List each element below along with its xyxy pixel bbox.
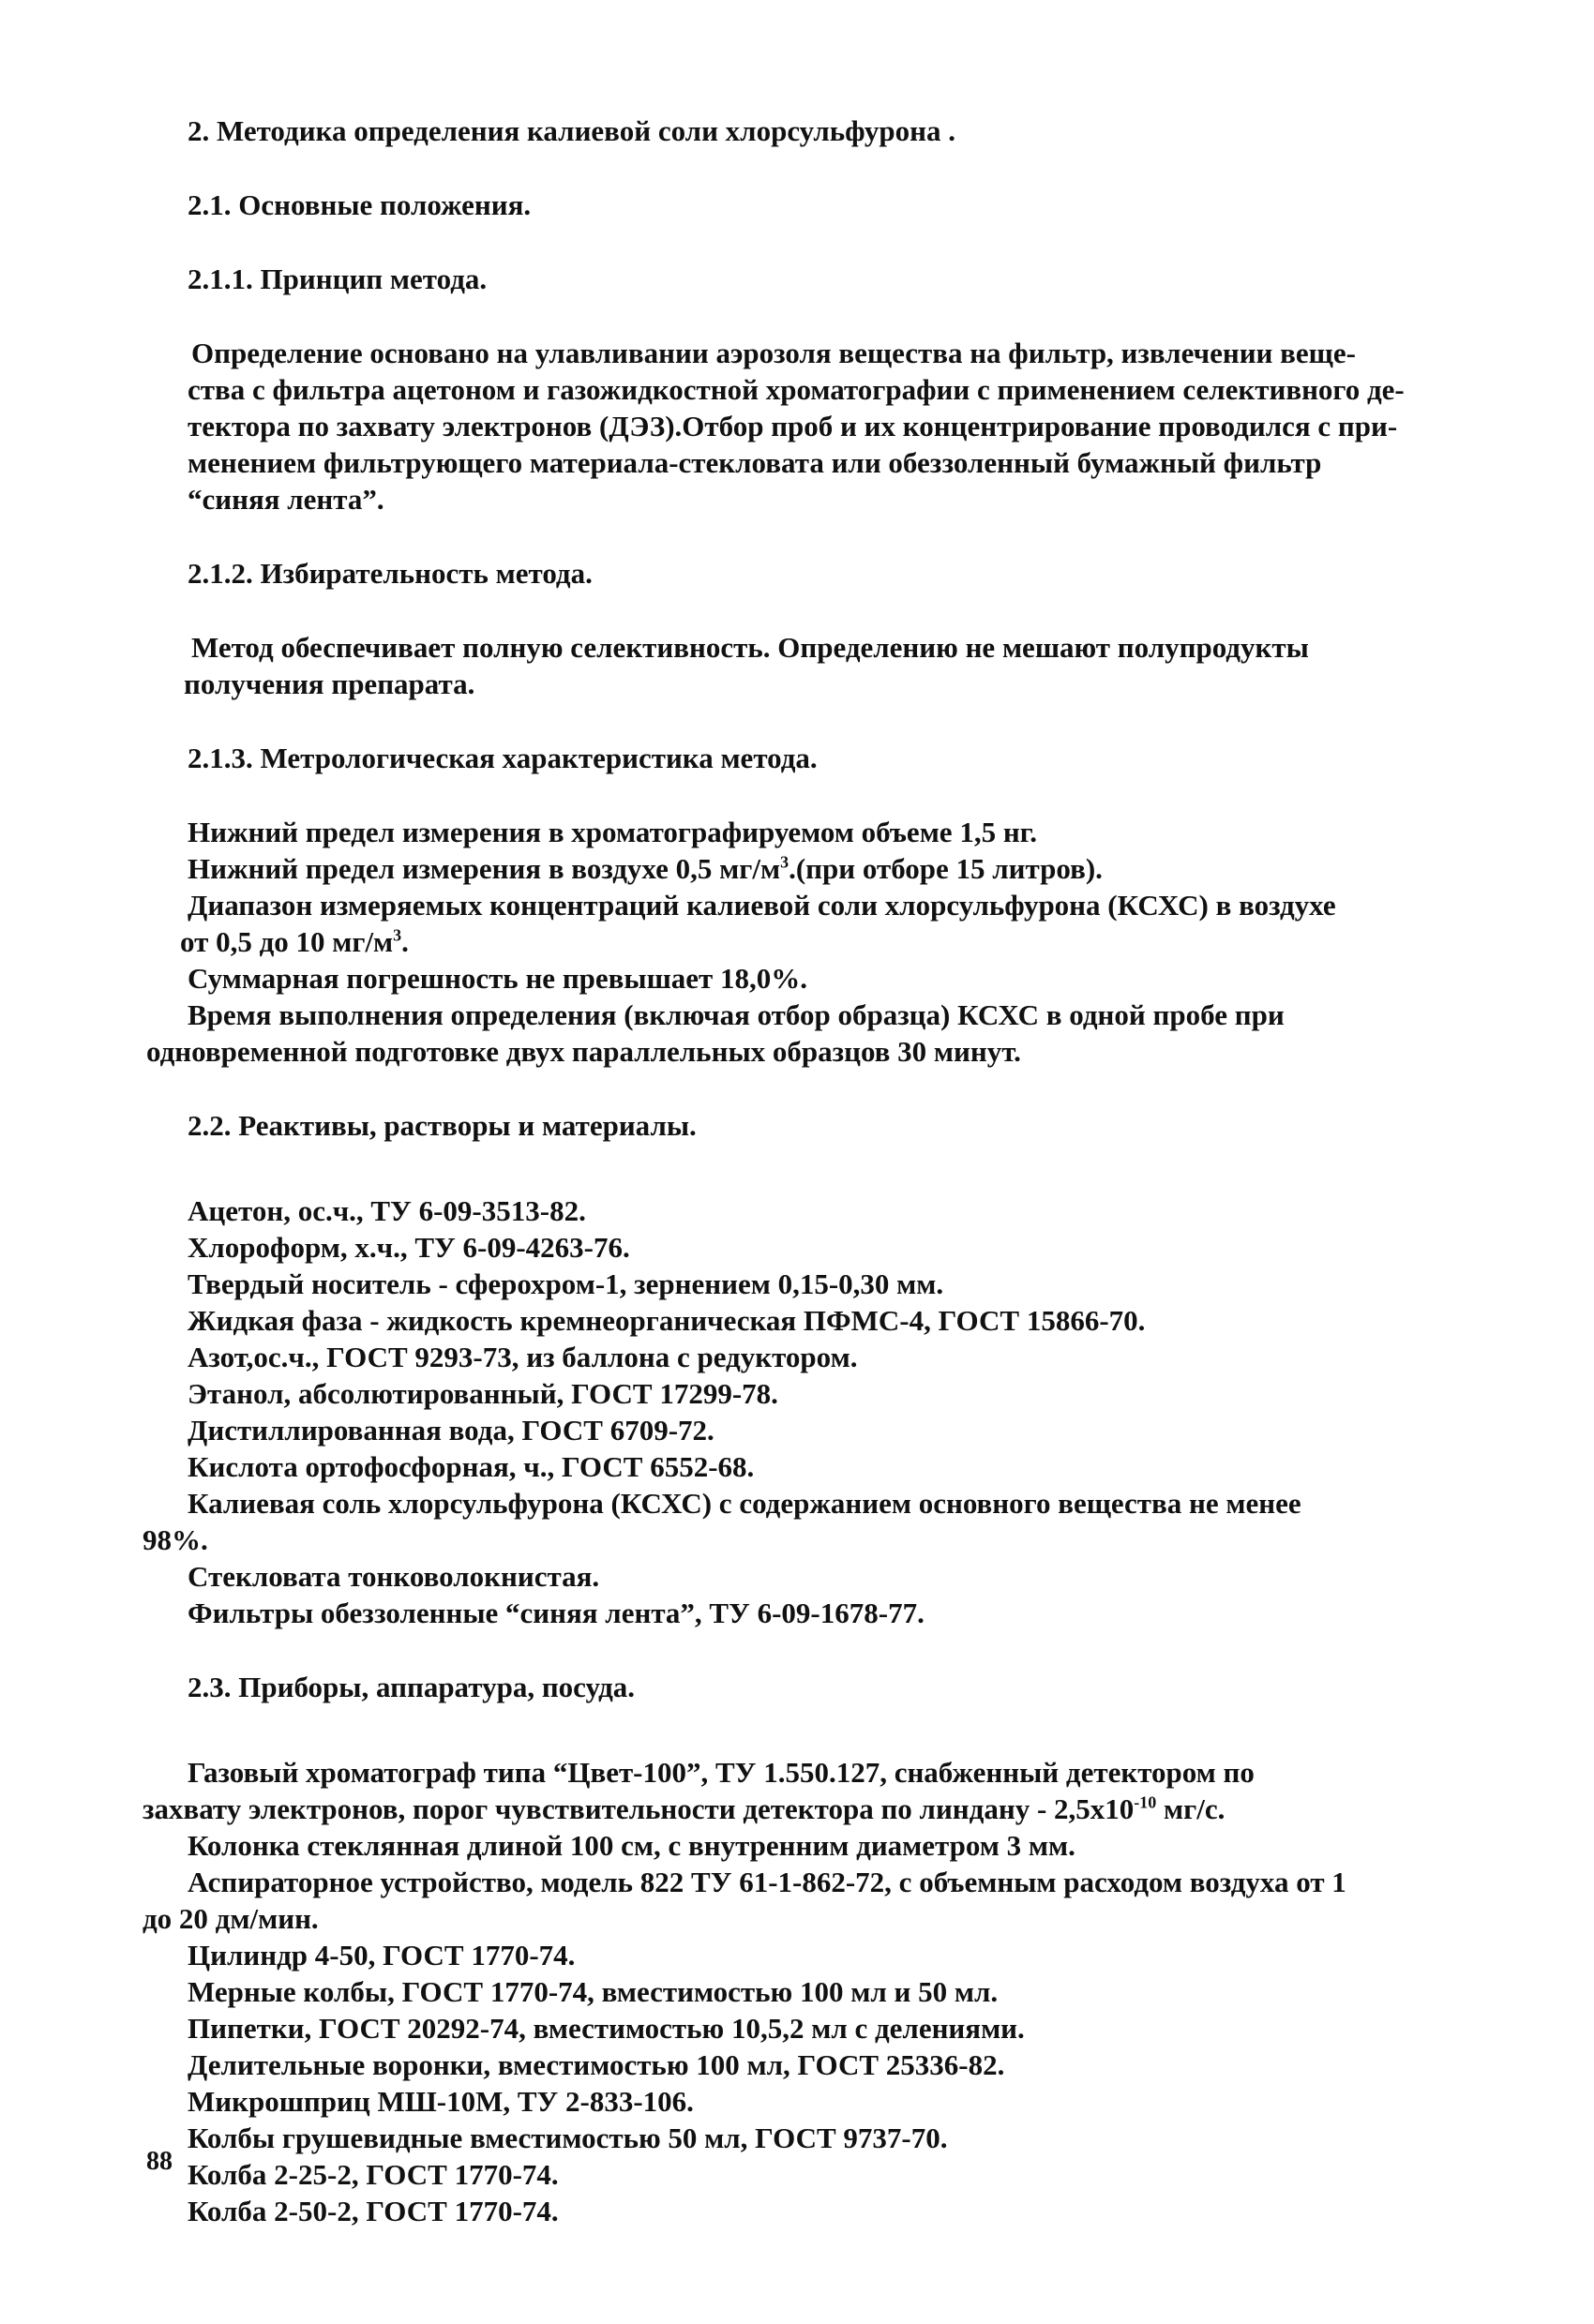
page-number: 88: [146, 2147, 173, 2176]
paragraph-line: тектора по захвату электронов (ДЭЗ).Отбор проб и их концентрирование проводился с при-: [188, 410, 1398, 442]
subsection-2-1-2-title: 2.1.2. Избирательность метода.: [188, 557, 593, 590]
equipment-item: Микрошприц МШ-10М, ТУ 2-833-106.: [188, 2085, 694, 2118]
metrology-line: Нижний предел измерения в воздухе 0,5 $мг/м^3.(при$ отборе 15 литров).: [188, 852, 1103, 885]
reagent-item: Этанол, абсолютированный, ГОСТ 17299-78.: [188, 1377, 778, 1410]
reagent-item: Хлороформ, х.ч., ТУ 6-09-4263-76.: [188, 1231, 630, 1264]
subsection-2-1-title: 2.1. Основные положения.: [188, 188, 532, 221]
reagent-item: Жидкая фаза - жидкость кремнеорганическая ПФМС-4, ГОСТ 15866-70.: [188, 1304, 1146, 1337]
paragraph-line: получения препарата.: [184, 667, 475, 700]
equipment-item: Цилиндр 4-50, ГОСТ 1770-74.: [188, 1939, 576, 1972]
paragraph-line: менением фильтрующего материала-стекловата или обеззоленный бумажный фильтр: [188, 446, 1322, 479]
reagent-item: Ацетон, ос.ч., ТУ 6-09-3513-82.: [188, 1194, 586, 1227]
equipment-item: Аспираторное устройство, модель 822 ТУ 61-1-862-72, с объемным расходом воздуха от 1: [188, 1866, 1346, 1898]
paragraph-line: “синяя лента”.: [188, 483, 384, 516]
metrology-line: Время выполнения определения (включая отбор образца) КСХС в одной пробе при: [188, 998, 1285, 1031]
method-principle-paragraph: [188, 335, 1412, 517]
reagent-item: Дистиллированная вода, ГОСТ 6709-72.: [188, 1414, 714, 1447]
metrology-line: Суммарная погрешность не превышает 18,0%.: [188, 962, 808, 995]
paragraph-line: Метод обеспечивает полную селективность. Определению не мешают полупродукты: [191, 631, 1309, 664]
metrology-line-continuation: от 0,5 до 10 $мг/м^3$.: [180, 925, 409, 958]
equipment-item: Колба 2-25-2, ГОСТ 1770-74.: [188, 2158, 559, 2191]
reagent-item: Азот,ос.ч., ГОСТ 9293-73, из баллона с редуктором.: [188, 1341, 858, 1373]
paragraph-line: ства с фильтра ацетоном и газожидкостной хроматографии с применением селективного де-: [188, 373, 1405, 406]
subsection-2-2-title: 2.2. Реактивы, растворы и материалы.: [188, 1109, 697, 1142]
equipment-item: Колбы грушевидные вместимостью 50 мл, ГОСТ 9737-70.: [188, 2122, 948, 2154]
reagent-item: Калиевая соль хлорсульфурона (КСХС) с содержанием основного вещества не менее: [188, 1487, 1301, 1520]
equipment-item-continuation: до 20 дм/мин.: [143, 1902, 319, 1935]
metrology-line: Диапазон измеряемых концентраций калиевой соли хлорсульфурона (КСХС) в воздухе: [188, 889, 1336, 922]
reagent-item-continuation: 98%.: [143, 1523, 208, 1556]
selectivity-paragraph: [184, 629, 1412, 702]
reagent-item: Твердый носитель - сферохром-1, зернением 0,15-0,30 мм.: [188, 1267, 944, 1300]
subsection-2-1-1-title: 2.1.1. Принцип метода.: [188, 262, 488, 295]
equipment-item: Колба 2-50-2, ГОСТ 1770-74.: [188, 2195, 559, 2227]
equipment-item: Пипетки, ГОСТ 20292-74, вместимостью 10,5,2 мл с делениями.: [188, 2012, 1025, 2045]
subsection-2-1-3-title: 2.1.3. Метрологическая характеристика метода.: [188, 742, 818, 774]
paragraph-line: Определение основано на улавливании аэрозоля вещества на фильтр, извлечении веще-: [191, 337, 1356, 369]
equipment-item-continuation: захвату электронов, порог чувствительности детектора по линдану - $2,5х10^{-10}$ мг/с.: [143, 1792, 1226, 1825]
equipment-item: Мерные колбы, ГОСТ 1770-74, вместимостью 100 мл и 50 мл.: [188, 1975, 999, 2008]
metrology-line: Нижний предел измерения в хроматографируемом объеме 1,5 нг.: [188, 816, 1038, 848]
reagent-item: Стекловата тонковолокнистая.: [188, 1560, 600, 1593]
subsection-2-3-title: 2.3. Приборы, аппаратура, посуда.: [188, 1671, 636, 1703]
metrology-line-continuation: одновременной подготовке двух параллельных образцов 30 минут.: [146, 1035, 1021, 1068]
equipment-item: Колонка стеклянная длиной 100 см, с внутренним диаметром 3 мм.: [188, 1829, 1075, 1862]
equipment-item: Газовый хроматограф типа “Цвет-100”, ТУ 1.550.127, снабженный детектором по: [188, 1756, 1255, 1789]
metrology-list: [146, 814, 1412, 1070]
reagent-item: Фильтры обеззоленные “синяя лента”, ТУ 6-09-1678-77.: [188, 1597, 925, 1629]
reagent-item: Кислота ортофосфорная, ч., ГОСТ 6552-68.: [188, 1450, 755, 1483]
equipment-item: Делительные воронки, вместимостью 100 мл, ГОСТ 25336-82.: [188, 2048, 1005, 2081]
reagents-list: [143, 1192, 1412, 1631]
section-title: 2. Методика определения калиевой соли хлорсульфурона .: [188, 114, 955, 147]
